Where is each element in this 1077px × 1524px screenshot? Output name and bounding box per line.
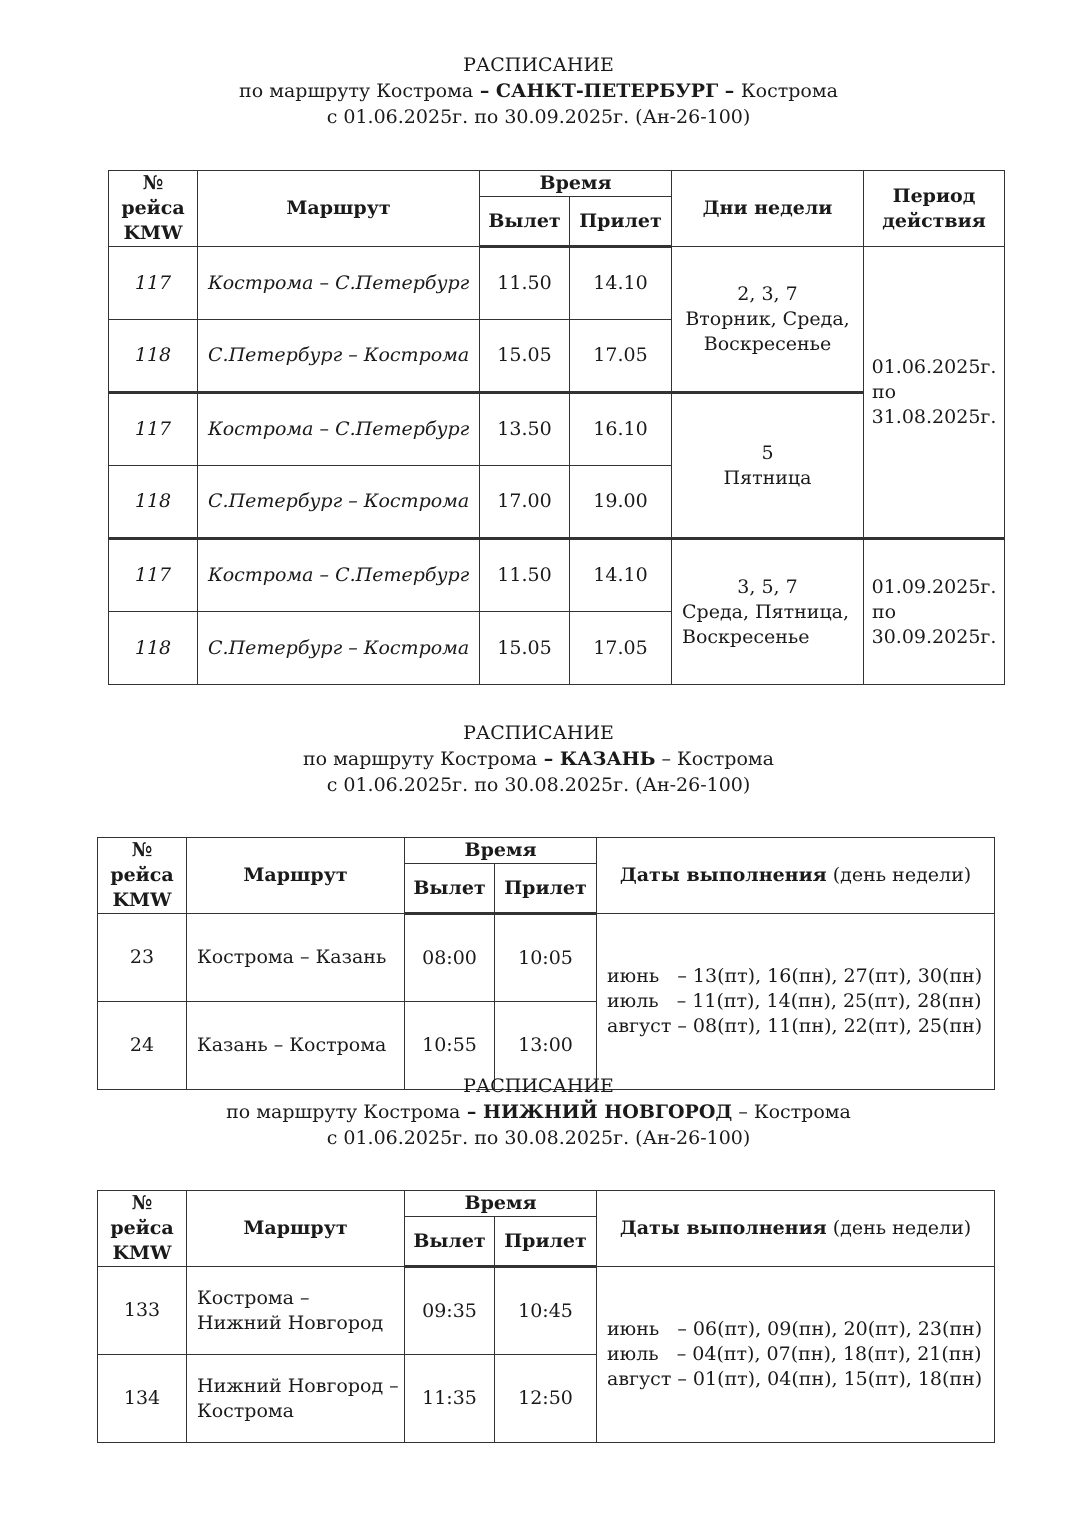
flight-number: 118: [109, 612, 198, 685]
nn-title-line3: с 01.06.2025г. по 30.08.2025г. (Ан-26-100): [326, 1127, 751, 1149]
arrival-time: 12:50: [495, 1355, 597, 1443]
header-flight-number: № рейса KMW: [109, 171, 198, 247]
table-row: [109, 247, 1005, 320]
header-arrival: Прилет: [495, 1217, 597, 1267]
header-departure: Вылет: [480, 197, 570, 247]
header-dates: Даты выполнения (день недели): [597, 1191, 995, 1267]
departure-time: 11.50: [480, 539, 570, 612]
table-row: [98, 1267, 995, 1355]
arrival-time: 14.10: [570, 247, 672, 320]
arrival-time: 10:05: [495, 914, 597, 1002]
route: Кострома – С.Петербург: [198, 393, 480, 466]
arrival-time: 10:45: [495, 1267, 597, 1355]
route: С.Петербург – Кострома: [198, 320, 480, 393]
flight-number: 23: [98, 914, 187, 1002]
header-time: Время: [405, 838, 597, 864]
kzn-schedule-title: [0, 720, 1077, 798]
spb-schedule-title: [0, 52, 1077, 130]
nn-schedule-table: [97, 1190, 995, 1443]
table-row: [98, 914, 995, 1002]
route: Казань – Кострома: [187, 1002, 405, 1090]
header-time: Время: [480, 171, 672, 197]
departure-time: 08:00: [405, 914, 495, 1002]
header-flight-number: № рейса KMW: [98, 838, 187, 914]
header-time: Время: [405, 1191, 597, 1217]
departure-time: 15.05: [480, 320, 570, 393]
departure-time: 10:55: [405, 1002, 495, 1090]
spb-title-line1: РАСПИСАНИЕ: [463, 54, 614, 76]
validity-period: 01.09.2025г. по 30.09.2025г.: [864, 539, 1005, 685]
flight-number: 117: [109, 393, 198, 466]
header-dates: Даты выполнения (день недели): [597, 838, 995, 914]
kzn-schedule-table: [97, 837, 995, 1090]
departure-time: 17.00: [480, 466, 570, 539]
header-period: Период действия: [864, 171, 1005, 247]
departure-time: 15.05: [480, 612, 570, 685]
header-departure: Вылет: [405, 1217, 495, 1267]
kzn-title-line3: с 01.06.2025г. по 30.08.2025г. (Ан-26-100): [326, 774, 751, 796]
flight-number: 118: [109, 320, 198, 393]
header-days: Дни недели: [672, 171, 864, 247]
nn-schedule-title: [0, 1073, 1077, 1151]
departure-time: 11.50: [480, 247, 570, 320]
kzn-title-line2: по маршруту Кострома – КАЗАНЬ – Кострома: [302, 748, 775, 770]
arrival-time: 19.00: [570, 466, 672, 539]
route: Кострома – Казань: [187, 914, 405, 1002]
flight-number: 117: [109, 247, 198, 320]
route: С.Петербург – Кострома: [198, 612, 480, 685]
flight-number: 24: [98, 1002, 187, 1090]
header-arrival: Прилет: [495, 864, 597, 914]
route: Кострома – С.Петербург: [198, 247, 480, 320]
spb-title-line3: с 01.06.2025г. по 30.09.2025г. (Ан-26-100): [326, 106, 751, 128]
flight-number: 117: [109, 539, 198, 612]
execution-dates: июнь – 06(пт), 09(пн), 20(пт), 23(пн) июль – 04(пт), 07(пн), 18(пт), 21(пн) август – 01(пт), 04(пн), 15(пт), 18(пн): [597, 1267, 995, 1443]
flight-number: 133: [98, 1267, 187, 1355]
header-route: Маршрут: [187, 838, 405, 914]
execution-dates: июнь – 13(пт), 16(пн), 27(пт), 30(пн) июль – 11(пт), 14(пн), 25(пт), 28(пн) август – 08(пт), 11(пн), 22(пт), 25(пн): [597, 914, 995, 1090]
days-of-week: 5 Пятница: [672, 393, 864, 539]
flight-number: 134: [98, 1355, 187, 1443]
departure-time: 11:35: [405, 1355, 495, 1443]
validity-period: 01.06.2025г. по 31.08.2025г.: [864, 247, 1005, 539]
header-arrival: Прилет: [570, 197, 672, 247]
route: Нижний Новгород – Кострома: [187, 1355, 405, 1443]
arrival-time: 16.10: [570, 393, 672, 466]
nn-title-line2: по маршруту Кострома – НИЖНИЙ НОВГОРОД – Кострома: [226, 1101, 851, 1123]
header-route: Маршрут: [198, 171, 480, 247]
arrival-time: 14.10: [570, 539, 672, 612]
nn-title-line1: РАСПИСАНИЕ: [463, 1075, 614, 1097]
spb-title-line2: по маршруту Кострома – САНКТ-ПЕТЕРБУРГ – Кострома: [239, 80, 838, 102]
table-row: [109, 539, 1005, 612]
spb-schedule-table: [108, 170, 1005, 685]
days-of-week: 3, 5, 7 Среда, Пятница, Воскресенье: [672, 539, 864, 685]
arrival-time: 17.05: [570, 320, 672, 393]
flight-number: 118: [109, 466, 198, 539]
route: Кострома – С.Петербург: [198, 539, 480, 612]
header-route: Маршрут: [187, 1191, 405, 1267]
departure-time: 13.50: [480, 393, 570, 466]
arrival-time: 17.05: [570, 612, 672, 685]
days-of-week: 2, 3, 7 Вторник, Среда, Воскресенье: [672, 247, 864, 393]
header-departure: Вылет: [405, 864, 495, 914]
departure-time: 09:35: [405, 1267, 495, 1355]
kzn-title-line1: РАСПИСАНИЕ: [463, 722, 614, 744]
header-flight-number: № рейса KMW: [98, 1191, 187, 1267]
route: Кострома – Нижний Новгород: [187, 1267, 405, 1355]
arrival-time: 13:00: [495, 1002, 597, 1090]
route: С.Петербург – Кострома: [198, 466, 480, 539]
